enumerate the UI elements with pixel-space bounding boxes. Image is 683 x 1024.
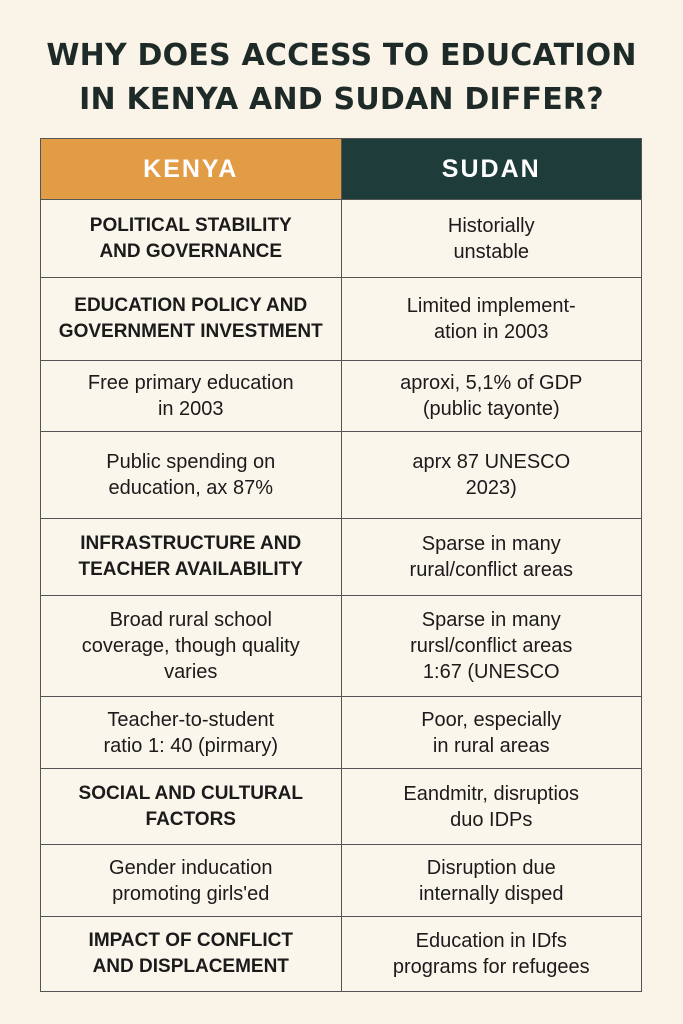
kenya-cell: Public spending on education, ax 87% <box>41 432 342 518</box>
table-row <box>41 768 641 844</box>
kenya-cell: INFRASTRUCTURE AND TEACHER AVAILABILITY <box>41 519 342 595</box>
table-row <box>41 696 641 768</box>
header-kenya: KENYA <box>41 139 342 199</box>
kenya-cell: SOCIAL AND CULTURAL FACTORS <box>41 769 342 844</box>
header-sudan: SUDAN <box>342 139 642 199</box>
title-line-2: IN KENYA AND SUDAN DIFFER? <box>79 82 604 117</box>
table-row <box>41 277 641 360</box>
comparison-table <box>40 138 642 992</box>
table-row <box>41 431 641 518</box>
kenya-cell: Broad rural school coverage, though quality varies <box>41 596 342 696</box>
sudan-cell: Sparse in many rural/conflict areas <box>409 533 573 581</box>
sudan-cell: Sparse in many rursl/conflict areas 1:67 (UNESCO <box>410 609 573 683</box>
kenya-cell: EDUCATION POLICY AND GOVERNMENT INVESTMENT <box>41 278 342 360</box>
sudan-cell: aproxi, 5,1% of GDP (public tayonte) <box>400 372 583 420</box>
page-title <box>0 34 683 122</box>
table-row <box>41 916 641 991</box>
table-header <box>41 139 641 199</box>
sudan-cell: Limited implement- ation in 2003 <box>406 295 576 343</box>
sudan-cell: Eandmitr, disruptios duo IDPs <box>403 782 580 831</box>
sudan-cell: Historially unstable <box>447 214 535 263</box>
kenya-cell: IMPACT OF CONFLICT AND DISPLACEMENT <box>41 917 342 991</box>
sudan-cell: aprx 87 UNESCO 2023) <box>412 451 571 499</box>
sudan-cell: Disruption due internally disped <box>418 856 564 905</box>
kenya-cell: POLITICAL STABILITY AND GOVERNANCE <box>41 200 342 277</box>
kenya-cell: Teacher-to-student ratio 1: 40 (pirmary) <box>41 697 342 768</box>
table-row <box>41 595 641 696</box>
sudan-cell: Education in IDfs programs for refugees <box>392 930 590 978</box>
table-row <box>41 360 641 431</box>
table-row <box>41 199 641 277</box>
table-row <box>41 518 641 595</box>
table-row <box>41 844 641 916</box>
kenya-cell: Gender inducation promoting girls'ed <box>41 845 342 916</box>
kenya-cell: Free primary education in 2003 <box>41 361 342 431</box>
sudan-cell: Poor, especially in rural areas <box>421 708 562 757</box>
title-line-1: WHY DOES ACCESS TO EDUCATION <box>46 38 637 73</box>
